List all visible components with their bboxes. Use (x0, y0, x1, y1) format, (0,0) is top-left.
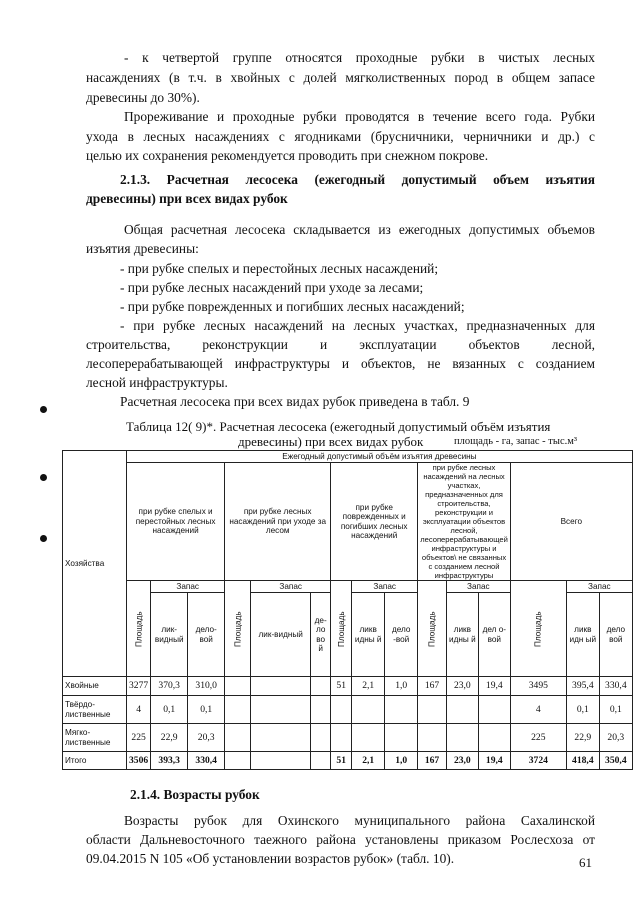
header-group-construction: при рубке лесных насаждений на лесных участках, предназначенных для строительства, реконструкции и эксплуатации объектов лесной, лесоперерабатывающей инфраструктуры и объектов\ не связанных с созданием лесной инфраструктуры (418, 463, 511, 581)
cell (446, 724, 478, 752)
bullet-dot-3 (40, 535, 47, 542)
cell (225, 696, 251, 724)
cell: 2,1 (352, 752, 385, 770)
cell: 20,3 (599, 724, 632, 752)
table-row (63, 696, 633, 724)
list-item: - при рубке поврежденных и погибших лесных насаждений; (120, 299, 465, 314)
header-area: Площадь (127, 581, 151, 677)
cell (385, 724, 418, 752)
cell (385, 696, 418, 724)
cell (352, 696, 385, 724)
header-annual-volume: Ежегодный допустимый объём изъятия древесины (127, 451, 633, 463)
allowable-cut-table (62, 450, 633, 770)
section-heading-213: 2.1.3. Расчетная лесосека (ежегодный допустимый объем изъятия (120, 172, 595, 187)
header-stock: Запас (251, 581, 331, 593)
row-name: Хвойные (63, 677, 127, 696)
header-farm: Хозяйства (63, 451, 127, 677)
bullet-dot-2 (40, 474, 47, 481)
cell (478, 696, 510, 724)
header-commercial: дело -вой (385, 593, 418, 677)
cell (251, 752, 311, 770)
cell: 22,9 (151, 724, 188, 752)
cell: 1,0 (385, 752, 418, 770)
cell: 350,4 (599, 752, 632, 770)
header-area: Площадь (510, 581, 566, 677)
cell (311, 724, 331, 752)
cell: 3495 (510, 677, 566, 696)
cell (311, 696, 331, 724)
cell: 395,4 (566, 677, 599, 696)
cell: 23,0 (446, 752, 478, 770)
list-item: - при рубке лесных насаждений на лесных участках, предназначенных для (120, 318, 595, 333)
header-liquid: лик-видный (151, 593, 188, 677)
header-group-total: Всего (510, 463, 632, 581)
paragraph-line: Расчетная лесосека при всех видах рубок приведена в табл. 9 (120, 394, 470, 409)
cell: 23,0 (446, 677, 478, 696)
table-row (63, 724, 633, 752)
table-row (63, 677, 633, 696)
header-group-mature: при рубке спелых и перестойных лесных насаждений (127, 463, 225, 581)
cell: 370,3 (151, 677, 188, 696)
paragraph-line: древесины до 30%). (86, 90, 200, 105)
cell: 20,3 (188, 724, 225, 752)
cell: 330,4 (599, 677, 632, 696)
cell: 167 (418, 752, 447, 770)
cell: 0,1 (188, 696, 225, 724)
paragraph-line: целью их сохранения рекомендуется проводить при снежном покрове. (86, 148, 489, 163)
table-row-total (63, 752, 633, 770)
cell (418, 696, 447, 724)
cell: 167 (418, 677, 447, 696)
cell (478, 724, 510, 752)
cell (331, 724, 352, 752)
cell: 0,1 (599, 696, 632, 724)
cell (418, 724, 447, 752)
paragraph-line: 09.04.2015 N 105 «Об установлении возрастов рубок» (табл. 10). (86, 851, 455, 866)
header-commercial: де-ло во й (311, 593, 331, 677)
header-stock: Запас (446, 581, 510, 593)
table-caption: Таблица 12( 9)*. Расчетная лесосека (ежегодный допустимый объём изъятия (126, 419, 551, 434)
cell: 51 (331, 677, 352, 696)
cell: 0,1 (151, 696, 188, 724)
table-caption-cont: древесины) при всех видах рубок (238, 434, 424, 449)
cell: 19,4 (478, 752, 510, 770)
list-item: строительства, реконструкции и эксплуатации объектов лесной, (86, 337, 595, 352)
paragraph-line: ухода в лесных насаждениях с ягодниками (брусничники, черничники и др.) с (86, 129, 595, 144)
cell: 1,0 (385, 677, 418, 696)
cell: 4 (127, 696, 151, 724)
header-area: Площадь (418, 581, 447, 677)
cell: 0,1 (566, 696, 599, 724)
header-liquid: лик-видный (251, 593, 311, 677)
cell: 3506 (127, 752, 151, 770)
header-commercial: дел о- вой (478, 593, 510, 677)
paragraph-line: - к четвертой группе относятся проходные рубки в чистых лесных (124, 50, 595, 65)
cell (311, 677, 331, 696)
paragraph-line: изъятия древесины: (86, 241, 199, 256)
list-item: - при рубке спелых и перестойных лесных насаждений; (120, 261, 439, 276)
header-stock: Запас (566, 581, 632, 593)
cell: 22,9 (566, 724, 599, 752)
header-stock: Запас (352, 581, 418, 593)
cell (225, 677, 251, 696)
paragraph-line: области Дальневосточного таежного района установлены приказом Рослесхоза от (86, 832, 595, 847)
row-name: Итого (63, 752, 127, 770)
list-item: лесной инфраструктуры. (86, 375, 228, 390)
cell (225, 752, 251, 770)
header-group-thinning: при рубке лесных насаждений при уходе за лесом (225, 463, 331, 581)
cell (311, 752, 331, 770)
bullet-dot-1 (40, 406, 47, 413)
header-liquid: ликв идны й (446, 593, 478, 677)
cell: 225 (510, 724, 566, 752)
table-units: площадь - га, запас - тыс.м³ (454, 436, 578, 447)
header-commercial: дело-вой (188, 593, 225, 677)
cell: 4 (510, 696, 566, 724)
paragraph-line: Общая расчетная лесосека складывается из ежегодных допустимых объемов (124, 222, 595, 237)
paragraph-line: насаждениях (в т.ч. в хвойных с долей мягколиственных пород в общем запасе (86, 70, 595, 85)
cell: 393,3 (151, 752, 188, 770)
section-heading-213-cont: древесины) при всех видах рубок (86, 191, 288, 206)
row-name: Мягко-лиственные (63, 724, 127, 752)
header-commercial: дело вой (599, 593, 632, 677)
cell (446, 696, 478, 724)
cell (251, 724, 311, 752)
list-item: - при рубке лесных насаждений при уходе за лесами; (120, 280, 424, 295)
cell: 330,4 (188, 752, 225, 770)
page-number: 61 (579, 855, 592, 870)
header-stock: Запас (151, 581, 225, 593)
paragraph-line: Прореживание и проходные рубки проводятся в течение всего года. Рубки (124, 109, 595, 124)
cell: 310,0 (188, 677, 225, 696)
cell (251, 696, 311, 724)
header-liquid: ликв идны й (352, 593, 385, 677)
header-liquid: ликв идн ый (566, 593, 599, 677)
cell (225, 724, 251, 752)
header-area: Площадь (331, 581, 352, 677)
cell: 3277 (127, 677, 151, 696)
cell: 19,4 (478, 677, 510, 696)
section-heading-214: 2.1.4. Возрасты рубок (130, 787, 260, 802)
cell: 225 (127, 724, 151, 752)
cell: 51 (331, 752, 352, 770)
header-area: Площадь (225, 581, 251, 677)
list-item: лесоперерабатывающей инфраструктуры и объектов, не вязанных с созданием (86, 356, 595, 371)
cell (331, 696, 352, 724)
cell (352, 724, 385, 752)
cell: 3724 (510, 752, 566, 770)
row-name: Твёрдо-лиственные (63, 696, 127, 724)
cell (251, 677, 311, 696)
cell: 418,4 (566, 752, 599, 770)
paragraph-line: Возрасты рубок для Охинского муниципального района Сахалинской (124, 813, 595, 828)
header-group-damaged: при рубке поврежденных и погибших лесных насаждений (331, 463, 418, 581)
cell: 2,1 (352, 677, 385, 696)
